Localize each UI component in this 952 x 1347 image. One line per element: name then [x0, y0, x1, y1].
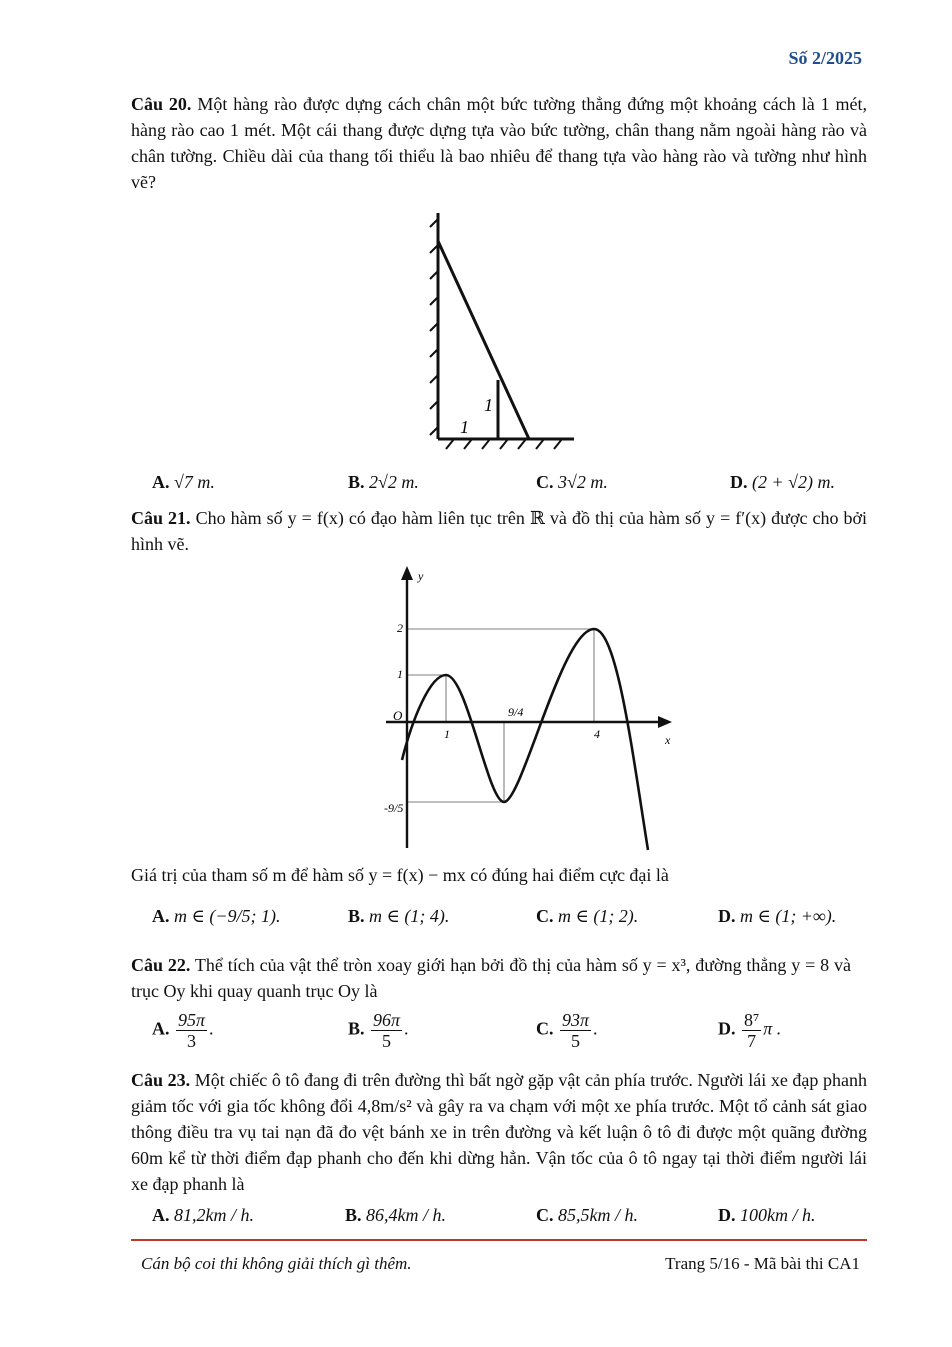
option-21-b[interactable]: B. m ∈ (1; 4).: [348, 906, 450, 926]
x-tick-9-4: 9/4: [508, 705, 524, 719]
option-20-d[interactable]: D. (2 + √2) m.: [730, 472, 836, 492]
question-20-text: Một hàng rào được dựng cách chân một bức tường thẳng đứng một khoảng cách là 1 mét, hàng rào cao 1 mét. Một cái thang được dựng tựa vào bức tường, chân thang nằm ngoài hàng rào và chân tường. Chiều dài của thang tối thiểu là bao nhiêu để thang tựa vào hàng rào và tường như hình vẽ?: [131, 94, 868, 192]
option-20-a[interactable]: A. √7 m.: [152, 472, 215, 492]
footer-page: Trang 5/16 - Mã bài thi CA1: [665, 1254, 860, 1273]
option-22-d[interactable]: D. $\frac{\text{8⁷}}{7}$ π .: [718, 1010, 782, 1051]
x-axis-arrow: [658, 716, 672, 728]
question-22-label: Câu 22.: [131, 955, 191, 975]
y-tick-1: 1: [397, 667, 403, 681]
question-23-options: [152, 1205, 867, 1233]
question-23: [131, 1067, 867, 1197]
y-tick-neg-9-5: -9/5: [384, 801, 404, 815]
question-21-label: Câu 21.: [131, 508, 191, 528]
question-23-label: Câu 23.: [131, 1070, 191, 1090]
option-22-b[interactable]: B. $\frac{96\pi}{5}$ .: [348, 1010, 409, 1051]
footer-rule: [131, 1239, 867, 1241]
question-22-options: [152, 1010, 867, 1058]
footer-note: Cán bộ coi thi không giải thích gì thêm.: [141, 1254, 412, 1273]
option-21-a[interactable]: A. m ∈ (−9/5; 1).: [152, 906, 281, 926]
question-21-options: [152, 906, 867, 934]
y-tick-2: 2: [397, 621, 403, 635]
option-20-b[interactable]: B. 2√2 m.: [348, 472, 419, 492]
question-20-label: Câu 20.: [131, 94, 192, 114]
x-tick-4: 4: [594, 727, 600, 741]
option-21-c[interactable]: C. m ∈ (1; 2).: [536, 906, 639, 926]
question-20-options: [152, 472, 867, 500]
option-23-c[interactable]: C. 85,5km / h.: [536, 1205, 638, 1225]
question-22: [131, 952, 851, 1004]
option-23-d[interactable]: D. 100km / h.: [718, 1205, 816, 1225]
option-22-c[interactable]: C. $\frac{93\pi}{5}$ .: [536, 1010, 598, 1051]
question-21: [131, 505, 867, 557]
option-22-a[interactable]: A. $\frac{95\pi}{3}$ .: [152, 1010, 214, 1051]
option-21-d[interactable]: D. m ∈ (1; +∞).: [718, 906, 837, 926]
question-20: [131, 91, 867, 195]
fence-height-label: 1: [484, 395, 493, 415]
question-22-text: Thể tích của vật thể tròn xoay giới hạn bởi đồ thị của hàm số y = x³, đường thẳng y = 8 và trục Oy khi quay quanh trục Oy là: [131, 955, 851, 1001]
x-axis-label: x: [665, 733, 671, 747]
distance-label: 1: [460, 417, 469, 437]
question-21-text: Cho hàm số y = f(x) có đạo hàm liên tục trên ℝ và đồ thị của hàm số y = f′(x) được cho bởi hình vẽ.: [131, 508, 868, 554]
x-tick-1: 1: [444, 727, 450, 741]
derivative-graph: [372, 560, 692, 855]
graph-guides: [407, 629, 594, 802]
f-prime-curve: [402, 629, 648, 850]
option-23-b[interactable]: B. 86,4km / h.: [345, 1205, 447, 1225]
y-axis-arrow: [401, 566, 413, 580]
question-21-prompt: Giá trị của tham số m để hàm số y = f(x) − mx có đúng hai điểm cực đại là: [131, 865, 669, 885]
ladder-fence-figure: [420, 205, 590, 455]
issue-number: Số 2/2025: [788, 48, 862, 68]
y-axis-label: y: [418, 569, 424, 583]
question-23-text: Một chiếc ô tô đang đi trên đường thì bất ngờ gặp vật cản phía trước. Người lái xe đạp phanh giảm tốc với gia tốc không đổi 4,8m/s² và gây ra va chạm với một xe phía trước. Một tổ cảnh sát giao thông điều tra vụ tai nạn đã đo vệt bánh xe in trên đường và kết luận ô tô đi được một quãng đường 60m kể từ thời điểm đạp phanh cho đến khi dừng hẳn. Vận tốc của ô tô ngay tại thời điểm người lái xe đạp phanh là: [131, 1070, 867, 1194]
option-20-c[interactable]: C. 3√2 m.: [536, 472, 608, 492]
option-23-a[interactable]: A. 81,2km / h.: [152, 1205, 254, 1225]
origin-label: O: [393, 708, 403, 723]
